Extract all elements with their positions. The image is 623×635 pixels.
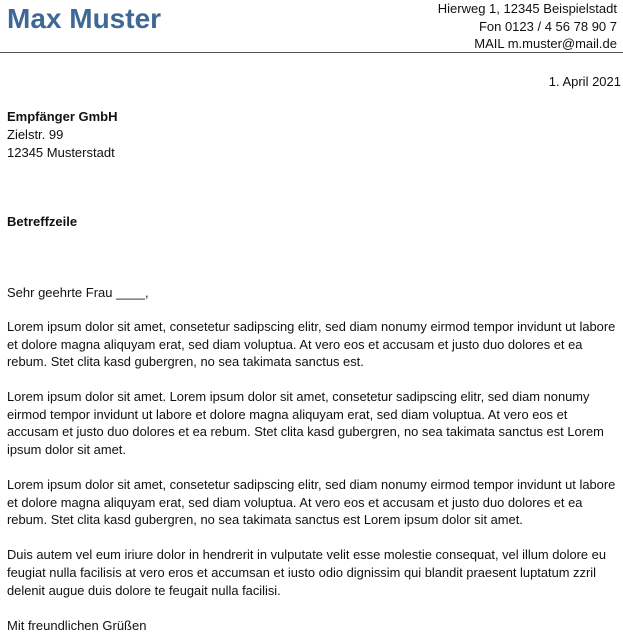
- salutation: Sehr geehrte Frau ____,: [7, 285, 149, 300]
- recipient-city: 12345 Musterstadt: [7, 145, 115, 160]
- body-paragraph: Duis autem vel eum iriure dolor in hendrerit in vulputate velit esse molestie consequat, vel illum dolore eu feugiat nulla facilisis at vero eros et accumsan et iusto odio dignissim qui blandit praesent luptatum zzril delenit augue duis dolore te feugait nulla facilisi.: [7, 547, 606, 598]
- body-paragraph: Lorem ipsum dolor sit amet. Lorem ipsum dolor sit amet, consetetur sadipscing elitr, sed diam nonumy eirmod tempor invidunt ut labore et dolore magna aliquyam erat, sed diam voluptua. At vero eos et accusam et justo duo dolores et ea rebum. Stet clita kasd gubergren, no sea takimata sanctus est Lorem ipsum dolor sit amet.: [7, 389, 604, 458]
- recipient-address-block: [7, 108, 118, 162]
- recipient-street: Zielstr. 99: [7, 127, 64, 142]
- closing-phrase: Mit freundlichen Grüßen: [7, 618, 147, 633]
- sender-email: MAIL m.muster@mail.de: [474, 36, 617, 51]
- recipient-company: Empfänger GmbH: [7, 109, 118, 124]
- sender-address: Hierweg 1, 12345 Beispielstadt: [437, 1, 617, 16]
- sender-contact-block: [438, 0, 617, 53]
- body-paragraph: Lorem ipsum dolor sit amet, consetetur sadipscing elitr, sed diam nonumy eirmod tempor invidunt ut labore et dolore magna aliquyam erat, sed diam voluptua. At vero eos et accusam et justo duo dolores et ea rebum. Stet clita kasd gubergren, no sea takimata sanctus est Lorem ipsum dolor sit amet.: [7, 477, 616, 528]
- header-divider: [0, 52, 623, 53]
- letter-body: [7, 318, 621, 617]
- letter-date: 1. April 2021: [548, 74, 621, 89]
- body-paragraph: Lorem ipsum dolor sit amet, consetetur sadipscing elitr, sed diam nonumy eirmod tempor invidunt ut labore et dolore magna aliquyam erat, sed diam voluptua. At vero eos et accusam et justo duo dolores et ea rebum. Stet clita kasd gubergren, no sea takimata sanctus est.: [7, 319, 616, 370]
- subject-line: Betreffzeile: [7, 214, 78, 229]
- sender-name: Max Muster: [7, 3, 162, 34]
- sender-phone: Fon 0123 / 4 56 78 90 7: [478, 18, 617, 34]
